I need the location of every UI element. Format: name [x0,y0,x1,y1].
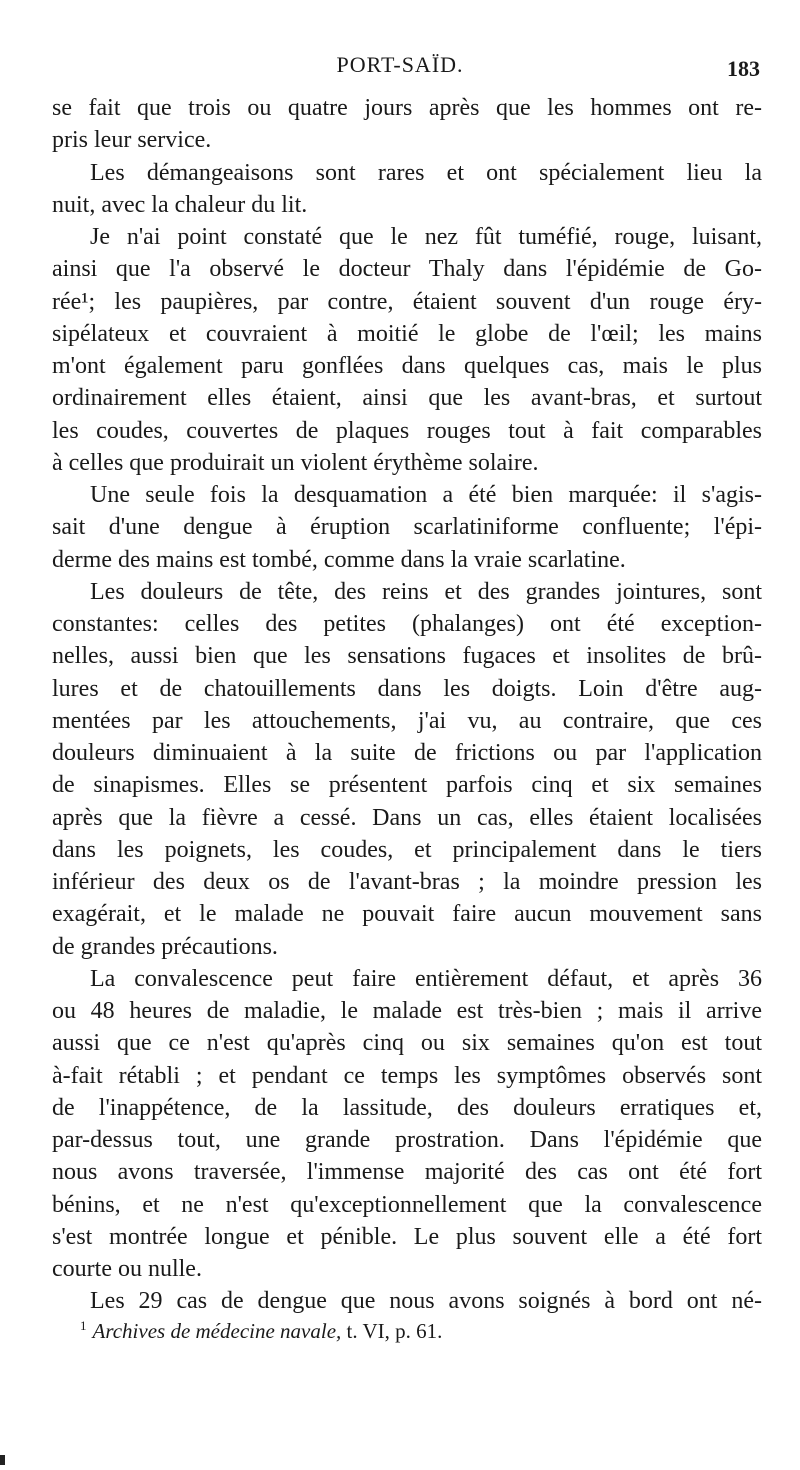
text-line: lures et de chatouillements dans les doigts. Loin d'être aug- [52,675,762,702]
footnote-source-title: Archives de médecine navale, [92,1319,342,1343]
text-line: Les douleurs de tête, des reins et des grandes jointures, sont [90,578,762,605]
page-edge-mark [0,1455,5,1465]
text-line: ainsi que l'a observé le docteur Thaly dans l'épidémie de Go- [52,256,762,283]
text-line: constantes: celles des petites (phalanges) ont été exception- [52,611,762,637]
text-line: sipélateux et couvraient à moitié le globe de l'œil; les mains [52,320,762,347]
running-title: PORT-SAÏD. [336,52,464,77]
text-line: aussi que ce n'est qu'après cinq ou six semaines qu'on est tout [52,1030,762,1057]
text-line: se fait que trois ou quatre jours après que les hommes ont re- [52,95,762,121]
page-number: 183 [727,56,760,81]
footnote [80,1318,442,1344]
text-line: dans les poignets, les coudes, et principalement dans le tiers [52,836,762,863]
text-line: m'ont également paru gonflées dans quelques cas, mais le plus [52,353,762,379]
text-line: après que la fièvre a cessé. Dans un cas, elles étaient localisées [52,804,762,831]
text-line: de sinapismes. Elles se présentent parfois cinq et six semaines [52,772,762,799]
text-line: ordinairement elles étaient, ainsi que les avant-bras, et surtout [52,385,762,412]
footnote-reference: t. VI, p. 61. [346,1319,443,1343]
text-line: ou 48 heures de maladie, le malade est très-bien ; mais il arrive [52,998,762,1024]
text-line: pris leur service. [52,127,212,154]
text-line: rée¹; les paupières, par contre, étaient souvent d'un rouge éry- [52,288,762,315]
text-line: Une seule fois la desquamation a été bien marquée: il s'agis- [90,482,762,508]
text-line: de grandes précautions. [52,933,278,960]
text-line: Je n'ai point constaté que le nez fût tuméfié, rouge, luisant, [90,224,762,250]
text-line: sait d'une dengue à éruption scarlatiniforme confluente; l'épi- [52,514,762,541]
text-line: Les 29 cas de dengue que nous avons soignés à bord ont né- [90,1288,762,1315]
text-line: courte ou nulle. [52,1256,202,1282]
text-line: nelles, aussi bien que les sensations fugaces et insolites de brû- [52,643,762,670]
text-line: à-fait rétabli ; et pendant ce temps les symptômes observés sont [52,1062,762,1089]
text-line: douleurs diminuaient à la suite de frictions ou par l'application [52,740,762,766]
text-line: La convalescence peut faire entièrement défaut, et après 36 [90,965,762,992]
body-text [52,92,762,1318]
text-line: de l'inappétence, de la lassitude, des douleurs erratiques et, [52,1094,762,1121]
text-line: s'est montrée longue et pénible. Le plus souvent elle a été fort [52,1223,762,1250]
text-line: les coudes, couvertes de plaques rouges tout à fait comparables [52,417,762,444]
footnote-number: 1 [80,1318,87,1333]
text-line: bénins, et ne n'est qu'exceptionnellement que la convalescence [52,1191,762,1218]
running-head [0,52,800,82]
text-line: à celles que produirait un violent érythème solaire. [52,449,539,476]
text-line: par-dessus tout, une grande prostration. Dans l'épidémie que [52,1127,762,1153]
text-line: nuit, avec la chaleur du lit. [52,191,308,218]
text-line: mentées par les attouchements, j'ai vu, au contraire, que ces [52,707,762,734]
text-line: Les démangeaisons sont rares et ont spécialement lieu la [90,159,762,186]
text-line: inférieur des deux os de l'avant-bras ; la moindre pression les [52,869,762,895]
text-line: nous avons traversée, l'immense majorité des cas ont été fort [52,1159,762,1186]
text-line: derme des mains est tombé, comme dans la vraie scarlatine. [52,546,626,573]
text-line: exagérait, et le malade ne pouvait faire aucun mouvement sans [52,901,762,928]
